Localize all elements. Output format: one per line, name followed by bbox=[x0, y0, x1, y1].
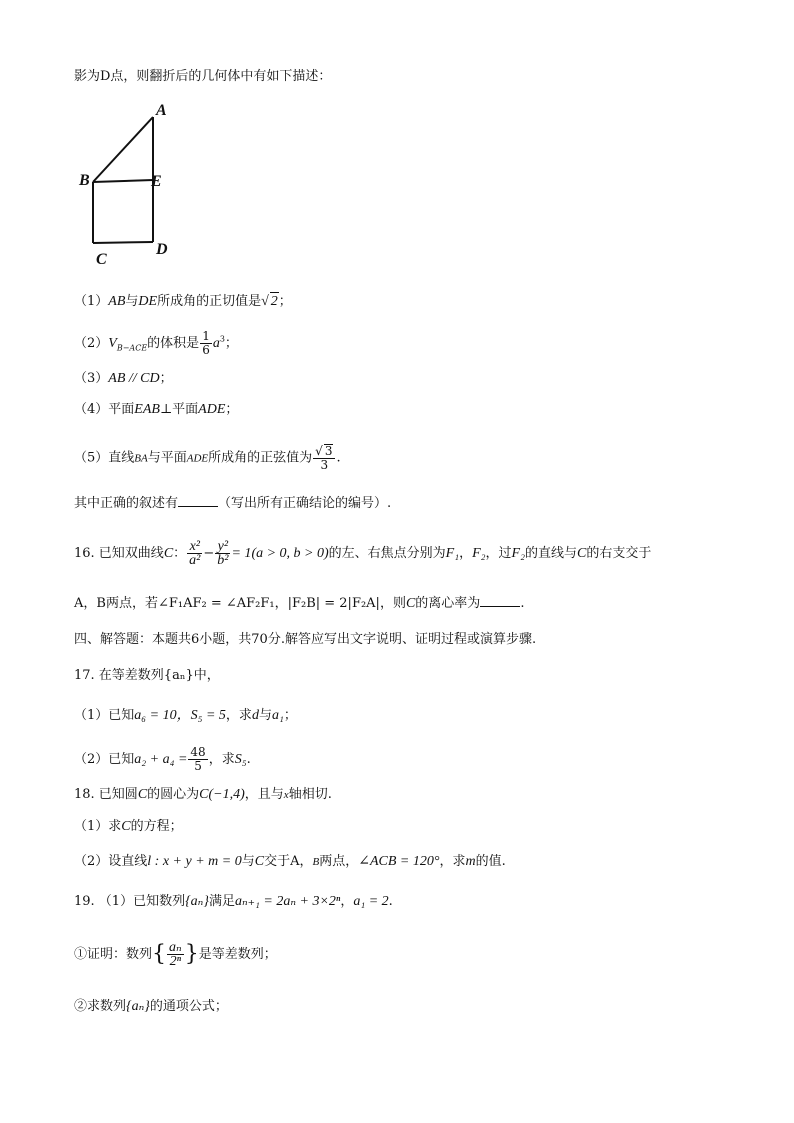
edge-cd bbox=[93, 242, 153, 243]
label-a: A bbox=[156, 102, 167, 119]
statement-3: （3）AB // CD； bbox=[74, 371, 173, 386]
edge-be bbox=[93, 180, 153, 182]
statement-1: （1）AB与DE所成角的正切值是√ 2； bbox=[74, 294, 292, 309]
question-17-part-1: （1）已知a₆ = 10，S₅ = 5，求d与a₁； bbox=[74, 708, 297, 723]
question-17-part-2: （2）已知a₂ + a₄ = $\frac{48}{5}$ ，求S₅. bbox=[74, 745, 251, 773]
label-e: E bbox=[151, 173, 162, 190]
statement-5: （5）直线BA与平面ADE所成角的正弦值为 $\frac{√ 3}{3}$ . bbox=[74, 444, 341, 472]
section-4-heading: 四、解答题：本题共6小题，共70分.解答应写出文字说明、证明过程或演算步骤. bbox=[74, 632, 537, 647]
question-16-line-2: A，B两点，若∠F₁AF₂ = ∠AF₂F₁，|F₂B| = 2|F₂A|，则C的离心率为 . bbox=[74, 596, 525, 611]
label-d: D bbox=[156, 241, 168, 258]
fill-in-line: 其中正确的叙述有 （写出所有正确结论的编号）. bbox=[74, 496, 392, 511]
question-19-step-1: ①证明：数列{ $\frac{\text{aₙ}}{\text{2ⁿ}}$ }是等差数列； bbox=[74, 940, 277, 969]
question-16-line-1: 16. 已知双曲线C： $\frac{\text{x²}}{\text{a²}}$ − $\frac{\text{y²}}{\text{b²}}$ = 1(a > 0, b > 0)的左、右焦点分别为F₁，F₂，过F₂的直线与C的右支交于 bbox=[74, 539, 652, 568]
statement-4: （4）平面EAB⊥平面ADE； bbox=[74, 402, 239, 417]
question-18-head: 18. 已知圆C的圆心为C(−1,4)，且与x轴相切. bbox=[74, 787, 332, 802]
label-c: C bbox=[96, 251, 107, 268]
label-b: B bbox=[79, 172, 90, 189]
question-17-head: 17. 在等差数列{aₙ}中， bbox=[74, 668, 220, 683]
folded-geometry-figure bbox=[76, 100, 186, 270]
intro-text: 影为D点，则翻折后的几何体中有如下描述： bbox=[74, 69, 332, 84]
question-18-part-2: （2）设直线l : x + y + m = 0与C交于A，B两点，∠ACB = 120°，求m的值. bbox=[74, 854, 506, 869]
answer-blank-1 bbox=[178, 494, 218, 507]
edge-ab bbox=[93, 117, 153, 182]
statement-2: $(2)V_{B-ACE}$的体积是 $\frac{1}{6}$ $a^3$； bbox=[74, 329, 238, 357]
question-18-part-1: （1）求C的方程； bbox=[74, 819, 183, 834]
question-19-step-2: ②求数列{aₙ}的通项公式； bbox=[74, 999, 228, 1014]
answer-blank-2 bbox=[480, 594, 520, 607]
question-19-head: 19. （1）已知数列{aₙ}满足aₙ₊₁ = 2aₙ + 3×2ⁿ，a₁ = 2. bbox=[74, 894, 393, 909]
